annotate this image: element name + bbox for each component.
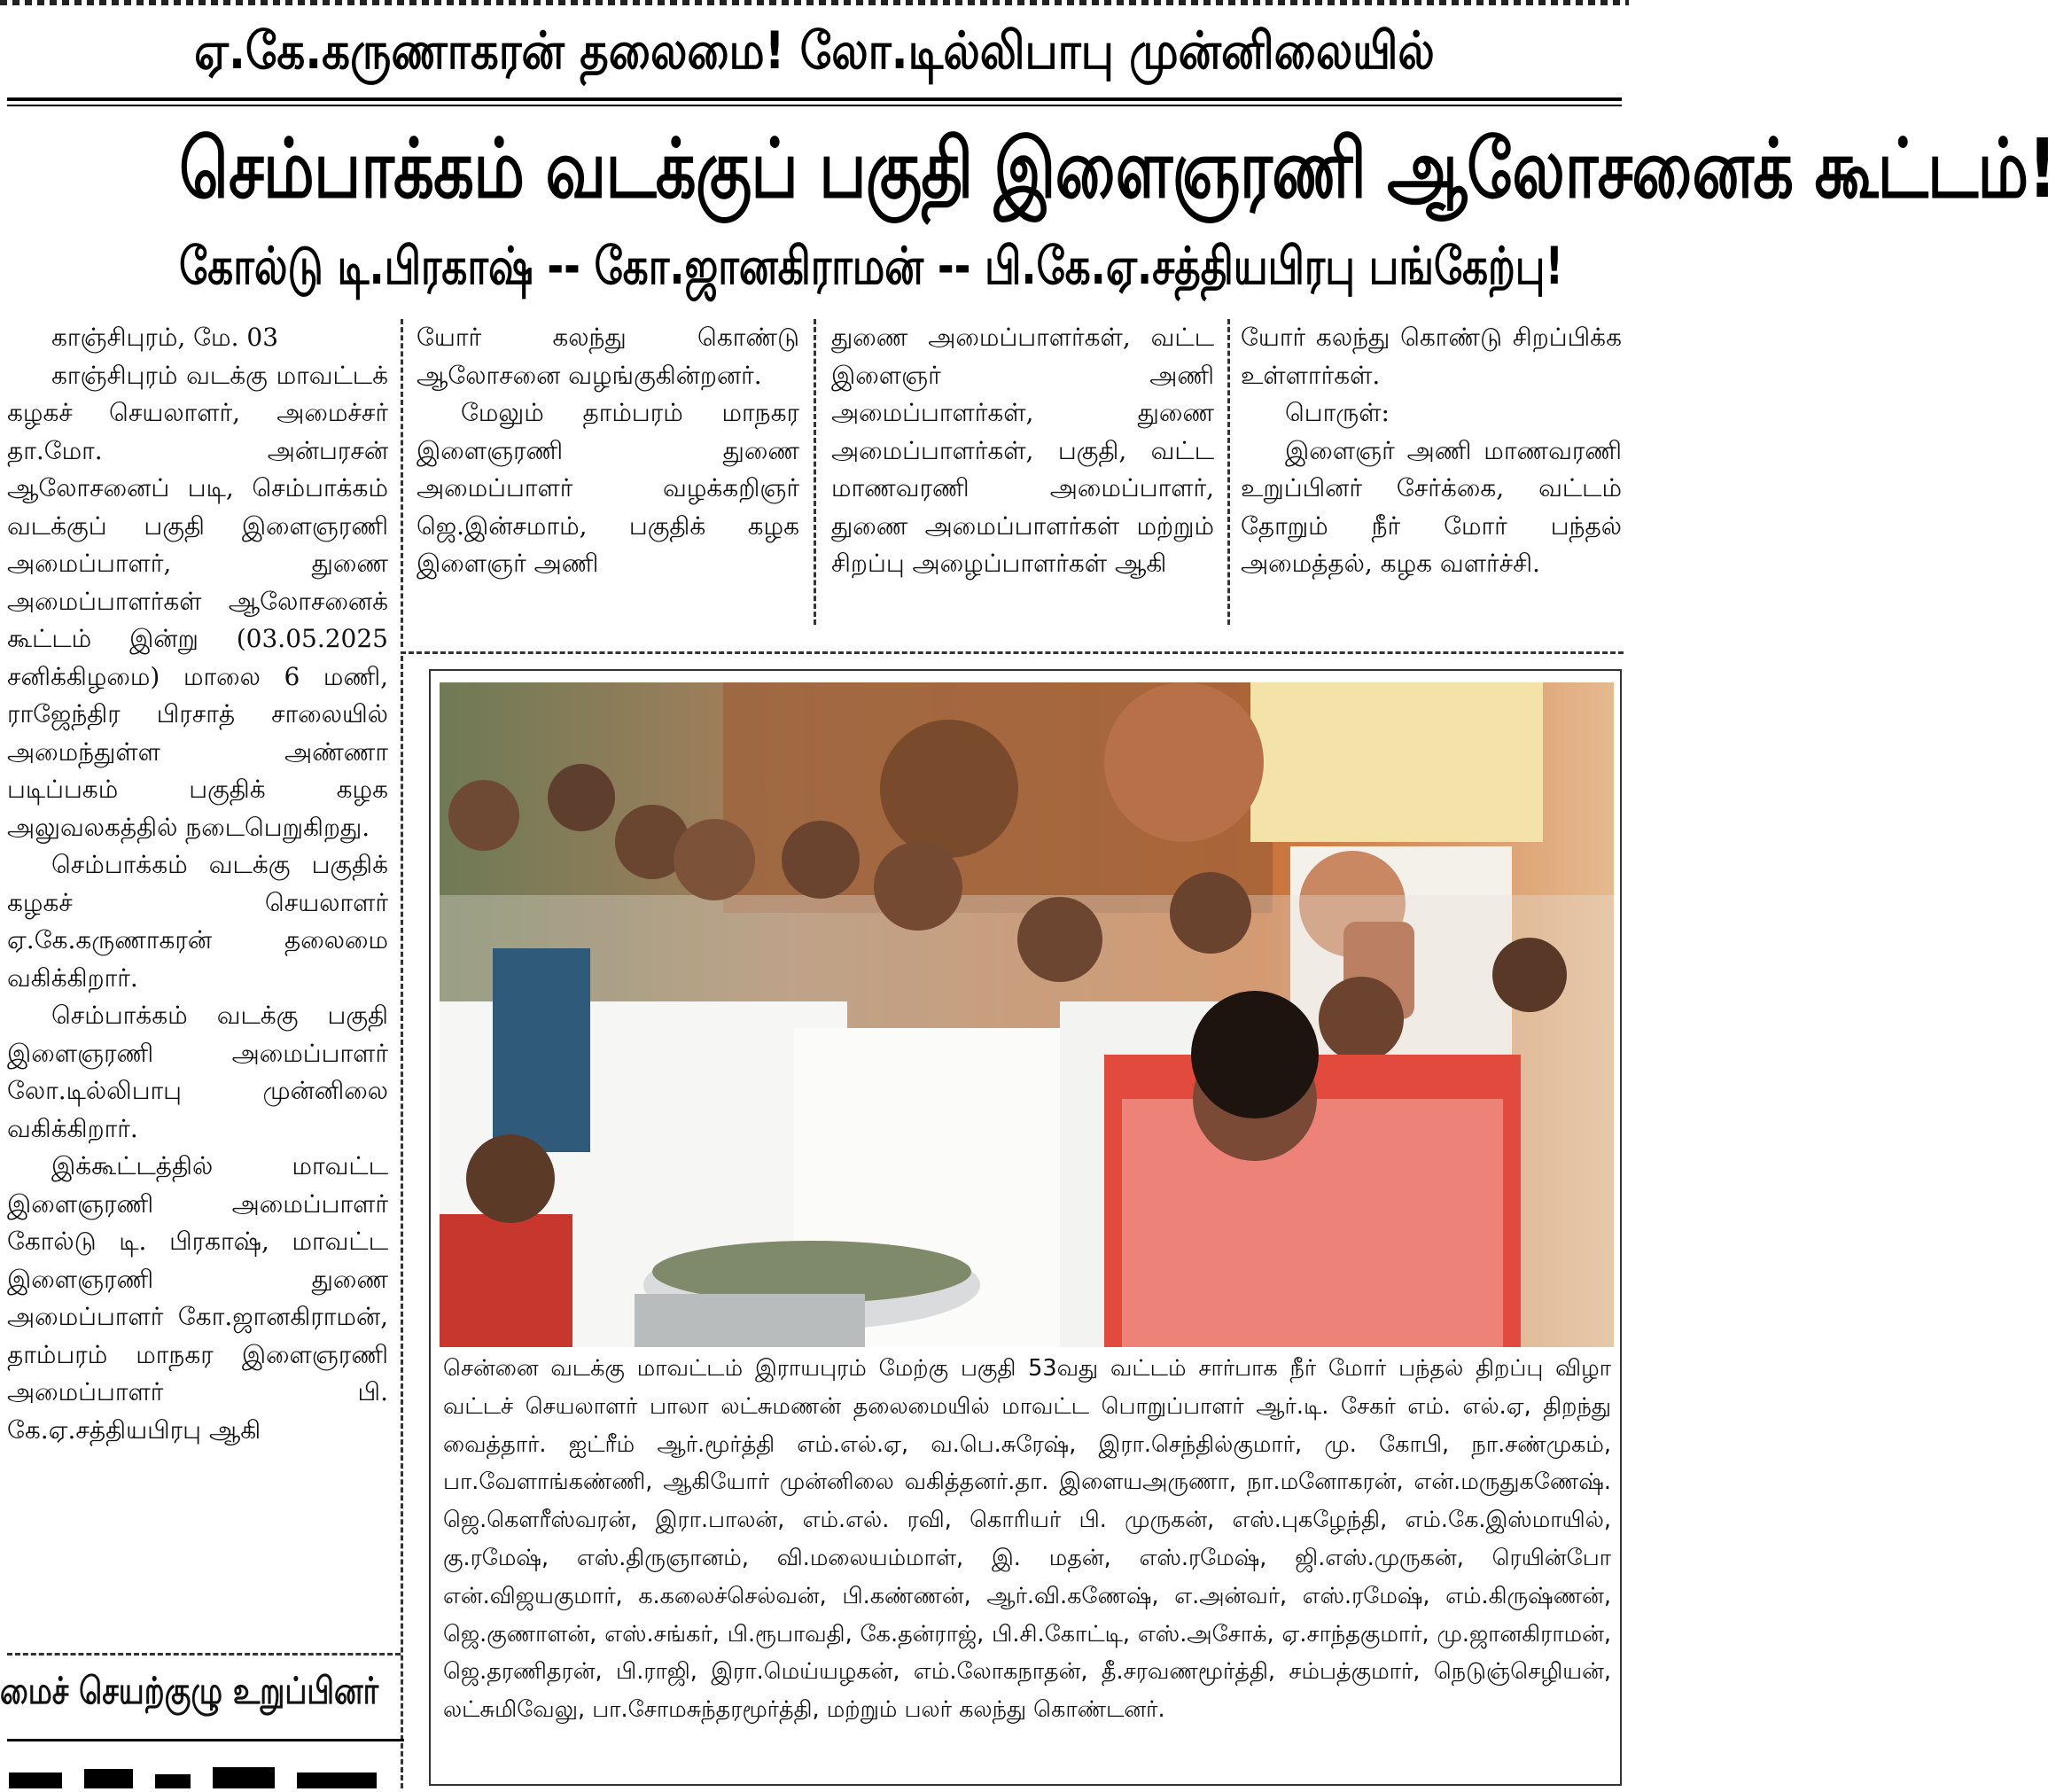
- column-divider: [814, 319, 816, 625]
- side-story-continuation: [0, 1757, 403, 1788]
- article-paragraph: இக்கூட்டத்தில் மாவட்ட இளைஞரணி அமைப்பாளர் கோல்டு டி. பிரகாஷ், மாவட்ட இளைஞரணி துணை அமைப்பாளர் கோ.ஜானகிராமன், தாம்பரம் மாநகர இளைஞரணி அமைப்பாளர் பி. கே.ஏ.சத்தியபிரபு ஆகி: [7, 1151, 388, 1445]
- side-story-rule: [7, 1739, 404, 1741]
- article-column-2: [417, 319, 799, 583]
- article-paragraph: மேலும் தாம்பரம் மாநகர இளைஞரணி துணை அமைப்பாளர் வழக்கறிஞர் ஜெ.இன்சமாம், பகுதிக் கழக இளைஞர் அணி: [417, 398, 799, 578]
- section-divider: [401, 651, 1624, 654]
- article-paragraph: யோர் கலந்து கொண்டு சிறப்பிக்க உள்ளார்கள்.: [1241, 323, 1622, 390]
- headline-rule: [7, 97, 1622, 101]
- kicker-headline: ஏ.கே.கருணாகரன் தலைமை! லோ.டில்லிபாபு முன்னிலையில்: [194, 20, 1435, 81]
- article-paragraph: காஞ்சிபுரம் வடக்கு மாவட்டக் கழகச் செயலாளர், அமைச்சர் தா.மோ. அன்பரசன் ஆலோசனைப் படி, செம்பாக்கம் வடக்குப் பகுதி இளைஞரணி அமைப்பாளர், துணை அமைப்பாளர்கள் ஆலோசனைக் கூட்டம் இன்று (03.05.2025 சனிக்கிழமை) மாலை 6 மணி, ராஜேந்திர பிரசாத் சாலையில் அமைந்துள்ள அண்ணா படிப்பகம் பகுதிக் கழக அலுவலகத்தில் நடைபெறுகிறது.: [7, 360, 388, 842]
- article-paragraph: பொருள்:: [1285, 398, 1390, 427]
- article-column-4: [1241, 319, 1622, 583]
- article-paragraph: இளைஞர் அணி மாணவரணி உறுப்பினர் சேர்க்கை, வட்டம் தோறும் நீர் மோர் பந்தல் அமைத்தல், கழக வளர்ச்சி.: [1241, 435, 1622, 578]
- article-paragraph: யோர் கலந்து கொண்டு ஆலோசனை வழங்குகின்றனர்.: [417, 323, 799, 390]
- dateline: காஞ்சிபுரம், மே. 03: [51, 323, 279, 352]
- news-photo: [440, 682, 1614, 1347]
- photo-caption: சென்னை வடக்கு மாவட்டம் இராயபுரம் மேற்கு பகுதி 53வது வட்டம் சார்பாக நீர் மோர் பந்தல் திறப்பு விழா வட்டச் செயலாளர் பாலா லட்சுமணன் தலைமையில் மாவட்ட பொறுப்பாளர் ஆர்.டி. சேகர் எம். எல்.ஏ, திறந்து வைத்தார். ஐட்ரீம் ஆர்.மூர்த்தி எம்.எல்.ஏ, வ.பெ.சுரேஷ், இரா.செந்தில்குமார், மு. கோபி, நா.சண்முகம், பா.வேளாங்கண்ணி, ஆகியோர் முன்னிலை வகித்தனர்.தா. இளையஅருணா, நா.மனோகரன், என்.மருதுகணேஷ். ஜெ.கௌரீஸ்வரன், இரா.பாலன், எம்.எல். ரவி, கொரியர் பி. முருகன், எஸ்.புகழேந்தி, எம்.கே.இஸ்மாயில், கு.ரமேஷ், எஸ்.திருஞானம், வி.மலையம்மாள், இ. மதன், எஸ்.ரமேஷ், ஜி.எஸ்.முருகன், ரெயின்போ என்.விஜயகுமார், க.கலைச்செல்வன், பி.கண்ணன், ஆர்.வி.கணேஷ், எ.அன்வர், எஸ்.ரமேஷ், எம்.கிருஷ்ணன், ஜெ.குணாளன், எஸ்.சங்கர், பி.ரூபாவதி, கே.தன்ராஜ், பி.சி.கோட்டி, எஸ்.அசோக், ஏ.சாந்தகுமார், மு.ஜானகிராமன், ஜெ.தரணிதரன், பி.ராஜி, இரா.மெய்யழகன், எம்.லோகநாதன், தீ.சரவணமூர்த்தி, சம்பத்குமார், நெடுஞ்செழியன், லட்சுமிவேலு, பா.சோமசுந்தரமூர்த்தி, மற்றும் பலர் கலந்து கொண்டனர்.: [443, 1355, 1611, 1724]
- side-story-title: மைச் செயற்குழு உறுப்பினர்: [0, 1669, 379, 1712]
- section-divider: [7, 1653, 401, 1656]
- article-paragraph: செம்பாக்கம் வடக்கு பகுதிக் கழகச் செயலாளர் ஏ.கே.கருணாகரன் தலைமை வகிக்கிறார்.: [7, 850, 388, 993]
- article-paragraph: துணை அமைப்பாளர்கள், வட்ட இளைஞர் அணி அமைப்பாளர்கள், துணை அமைப்பாளர்கள், பகுதி, வட்ட மாணவரணி அமைப்பாளர், துணை அமைப்பாளர்கள் மற்றும் சிறப்பு அழைப்பாளர்கள் ஆகி: [831, 323, 1214, 578]
- main-headline: செம்பாக்கம் வடக்குப் பகுதி இளைஞரணி ஆலோசனைக் கூட்டம்!: [179, 121, 2056, 216]
- article-column-3: [831, 319, 1214, 583]
- headline-rule-thin: [7, 105, 1622, 106]
- sub-headline: கோல்டு டி.பிரகாஷ் -- கோ.ஜானகிராமன் -- பி.கே.ஏ.சத்தியபிரபு பங்கேற்பு!: [179, 236, 1564, 296]
- column-divider: [401, 319, 403, 647]
- column-divider: [1227, 319, 1230, 625]
- column-divider: [401, 656, 403, 1788]
- article-column-1: [7, 319, 388, 1449]
- top-dashed-border: [0, 0, 1629, 5]
- article-paragraph: செம்பாக்கம் வடக்கு பகுதி இளைஞரணி அமைப்பாளர் லோ.டில்லிபாபு முன்னிலை வகிக்கிறார்.: [7, 1001, 388, 1143]
